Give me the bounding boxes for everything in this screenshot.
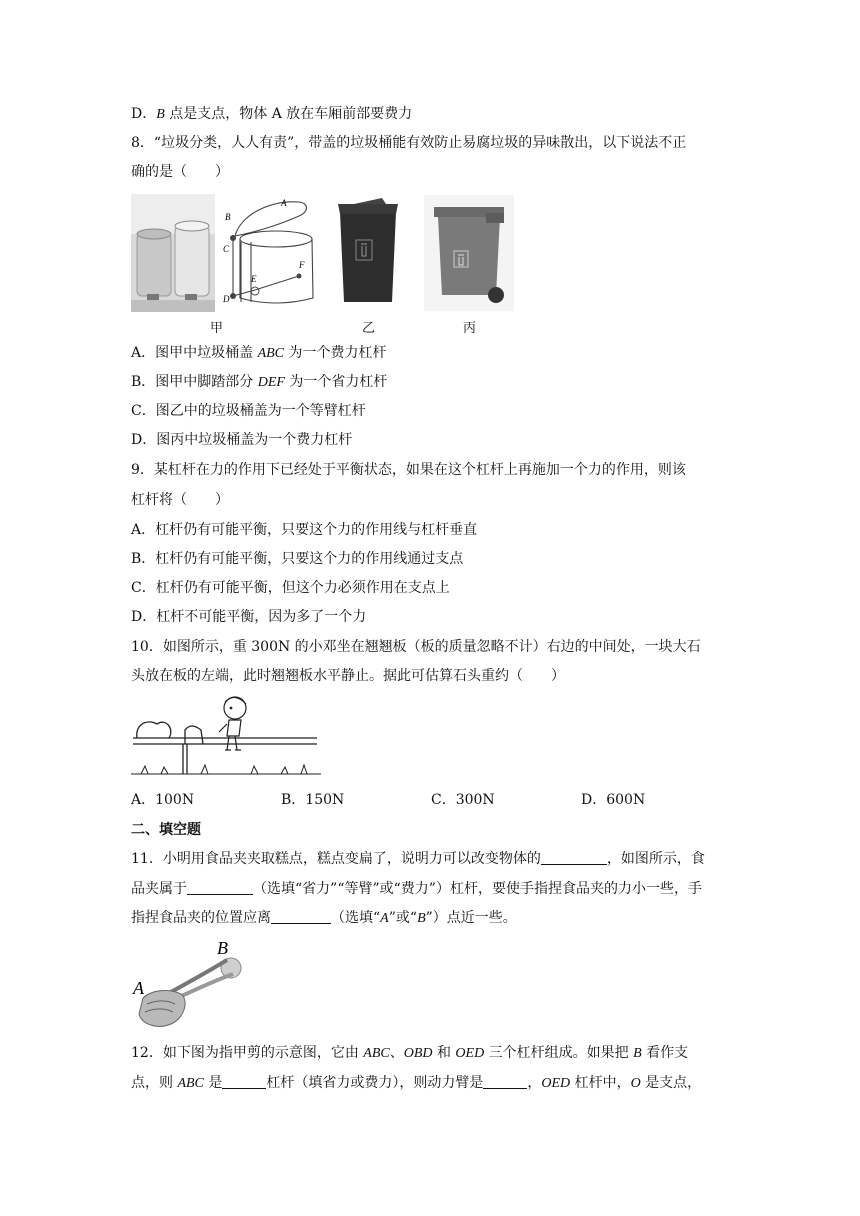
q8-option-b: B．图甲中脚踏部分 DEF 为一个省力杠杆 (131, 374, 388, 390)
caption-bing: 丙 (463, 321, 477, 336)
q9-stem-line2: 杠杆将（ ） (131, 492, 229, 508)
q7-option-d-point: B (156, 107, 165, 122)
diagram-label-d: D (223, 294, 230, 304)
q12-blank-1[interactable] (222, 1074, 266, 1089)
tongs-label-b: B (217, 938, 228, 958)
diagram-label-c: C (223, 244, 230, 254)
figure-food-tongs (131, 938, 251, 1032)
q11-blank-2[interactable] (187, 880, 253, 895)
q9-option-a: A．杠杆仍有可能平衡，只要这个力的作用线与杠杆垂直 (131, 522, 478, 538)
diagram-label-f: F (299, 260, 305, 270)
q8-option-a: A．图甲中垃圾桶盖 ABC 为一个费力杠杆 (131, 345, 387, 361)
figure-yi-bin (334, 196, 402, 304)
q11-blank-3[interactable] (271, 909, 331, 924)
figure-jia-diagram (221, 194, 321, 310)
q11-line2: 品夹属于 （选填“省力”“等臂”或“费力”）杠杆，要使手指捏食品夹的力小一些，手 (131, 881, 702, 897)
q7-option-d (131, 104, 412, 125)
q11-line1: 11．小明用食品夹夹取糕点，糕点变扁了，说明力可以改变物体的 ，如图所示，食 (131, 851, 705, 867)
q12-blank-2[interactable] (483, 1074, 527, 1089)
diagram-label-a: A (281, 198, 287, 208)
tongs-label-a: A (133, 978, 144, 998)
diagram-label-e: E (251, 274, 257, 284)
q10-stem-line2: 头放在板的左端，此时翘翘板水平静止。据此可估算石头重约（ ） (131, 668, 565, 684)
diagram-label-b: B (225, 212, 231, 222)
q12-line1: 12．如下图为指甲剪的示意图，它由 ABC、OBD 和 OED 三个杠杆组成。如果把 B 看作支 (131, 1045, 689, 1061)
q10-option-d: D．600N (581, 792, 646, 808)
q10-stem-line1: 10．如图所示，重 300N 的小邓坐在翘翘板（板的质量忽略不计）右边的中间处，一块大石 (131, 639, 701, 655)
q9-option-d: D．杠杆不可能平衡，因为多了一个力 (131, 609, 367, 625)
q8-option-c: C．图乙中的垃圾桶盖为一个等臂杠杆 (131, 403, 366, 419)
q9-option-c: C．杠杆仍有可能平衡，但这个力必须作用在支点上 (131, 580, 450, 596)
section-title: 二、填空题 (131, 822, 201, 838)
q8-stem-line1: 8．“垃圾分类，人人有责”，带盖的垃圾桶能有效防止易腐垃圾的异味散出，以下说法不正 (131, 135, 687, 151)
q7-option-d-prefix: D． (131, 106, 157, 122)
q10-option-c: C．300N (431, 792, 495, 808)
q11-line3: 指捏食品夹的位置应离 （选填“A”或“B”）点近一些。 (131, 910, 517, 926)
q9-option-b: B．杠杆仍有可能平衡，只要这个力的作用线通过支点 (131, 551, 464, 567)
q8-stem-line2: 确的是（ ） (131, 164, 229, 180)
figure-jia-photo (131, 194, 215, 312)
q7-option-d-text: 点是支点，物体 A 放在车厢前部要费力 (164, 106, 413, 122)
figure-seesaw (131, 694, 321, 782)
q11-blank-1[interactable] (541, 850, 607, 865)
figure-bing-bin (424, 195, 514, 311)
q9-stem-line1: 9．某杠杆在力的作用下已经处于平衡状态，如果在这个杠杆上再施加一个力的作用，则该 (131, 462, 686, 478)
caption-yi: 乙 (362, 321, 376, 336)
q10-option-a: A．100N (131, 792, 195, 808)
q8-option-d: D．图丙中垃圾桶盖为一个费力杠杆 (131, 432, 353, 448)
caption-jia: 甲 (210, 321, 224, 336)
q12-line2: 点，则 ABC 是 杠杆（填省力或费力），则动力臂是 ，OED 杠杆中，O 是支点， (131, 1075, 702, 1091)
q10-option-b: B．150N (281, 792, 345, 808)
